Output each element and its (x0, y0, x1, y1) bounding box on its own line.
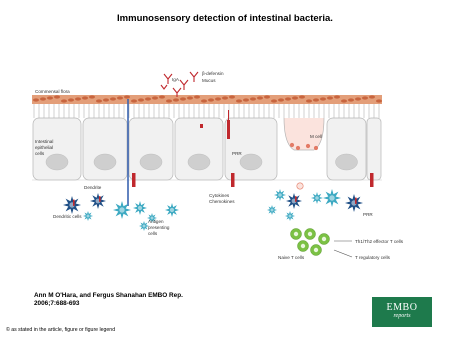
bacterium (341, 99, 347, 102)
bacterium (264, 95, 270, 98)
epithelial-cell (129, 118, 173, 180)
receptor-bar (355, 198, 357, 204)
antigen-presenting-cell (165, 203, 179, 217)
cell-nucleus (315, 196, 319, 200)
prr-receptor (227, 120, 230, 139)
prr-right-label: PRR (363, 212, 373, 217)
citation (34, 292, 183, 308)
bacterium (145, 97, 151, 100)
bacterium (292, 96, 298, 99)
bacterium (75, 97, 81, 100)
epithelial-label-1: Intestinal (35, 139, 54, 144)
bacterium (376, 99, 382, 102)
dendritic-cell (83, 211, 93, 221)
epithelial-cell (367, 118, 381, 180)
bacterium (96, 99, 102, 102)
embo-reports-logo (372, 297, 432, 327)
cell-nucleus (119, 207, 124, 212)
cell-nucleus (138, 206, 142, 210)
t-cell-nucleus (294, 232, 298, 236)
bacterium (166, 99, 172, 102)
dendritic-cell (274, 189, 286, 201)
bacterium (320, 97, 326, 100)
mucus-label: Mucus (202, 78, 216, 83)
nucleus (46, 154, 68, 170)
cell-nucleus (271, 209, 274, 212)
bacterium (103, 98, 109, 101)
t-cell-nucleus (314, 248, 318, 252)
bacterium (82, 96, 88, 99)
dendritic-cell (113, 201, 131, 219)
epithelial-cell (175, 118, 223, 180)
bacterium (355, 97, 361, 100)
bacterium (348, 98, 354, 101)
dendritic-cell (63, 196, 81, 214)
dendritic-cell (285, 211, 295, 221)
bacterium (138, 98, 144, 101)
bacterium (124, 95, 130, 98)
commensal-flora-label: Commensal flora (35, 89, 70, 94)
bacterium (54, 95, 60, 98)
cytokines-label: Cytokines (209, 193, 230, 198)
cell-nucleus (289, 215, 292, 218)
nucleus (336, 154, 358, 170)
receptor-bar (132, 173, 136, 187)
bacterium (187, 96, 193, 99)
prr-label: PRR (232, 151, 242, 156)
bacterium (208, 98, 214, 101)
t-cell-arrows (334, 241, 352, 257)
dendritic-cells-right (267, 189, 363, 221)
receptor-bar (73, 200, 75, 206)
bacterium (89, 95, 95, 98)
iga-antibodies (161, 72, 198, 97)
bacterium (362, 96, 368, 99)
dendritic-cells-label: Dendritic cells (53, 214, 82, 219)
m-cell-label: M cell (310, 134, 322, 139)
bacterium (173, 98, 179, 101)
epithelial-cell-row (32, 118, 382, 180)
t-cell-nucleus (301, 244, 305, 248)
bacterium (61, 99, 67, 102)
beta-defensin-label: β-defensin (202, 71, 224, 76)
apc-label-1: Antigen (148, 219, 164, 224)
receptor-bar (231, 173, 235, 187)
logo-main-text: EMBO (386, 302, 418, 313)
cell-nucleus (143, 225, 146, 228)
bacterium (334, 95, 340, 98)
bacterium (236, 99, 242, 102)
t-regulatory-label: T regulatory cells (355, 255, 390, 260)
bacterium (369, 95, 375, 98)
citation-line-2: 2006;7:688-693 (34, 300, 80, 307)
figure-title: Immunosensory detection of intestinal bacteria. (117, 13, 333, 24)
th-effector-label: Th1/Th2 effector T cells (355, 239, 404, 244)
bacterium (68, 98, 74, 101)
logo-sub-text: reports (393, 313, 411, 319)
nucleus (188, 154, 210, 170)
antigen-presenting-cell (133, 201, 147, 215)
chemokines-label: Chemokines (209, 199, 235, 204)
cell-nucleus (329, 195, 334, 200)
copyright-notice: © as stated in the article, figure or figure legend (6, 327, 116, 333)
bacterium (159, 95, 165, 98)
apc-label-2: presenting (148, 225, 170, 230)
bacterium (271, 99, 277, 102)
bacterium (278, 98, 284, 101)
microvilli (34, 104, 379, 118)
nucleus (94, 154, 116, 170)
naive-t-cells-label: Naive T cells (278, 255, 305, 260)
bacterium (215, 97, 221, 100)
epithelial-label-2: epithelial (35, 145, 54, 150)
epithelial-cell (225, 118, 277, 180)
immunosensory-diagram (32, 58, 422, 280)
dendrite-label: Dendrite (84, 185, 102, 190)
t-cell-nucleus (322, 237, 326, 241)
bacterium (201, 99, 207, 102)
dendritic-cell (267, 205, 277, 215)
nucleus (140, 154, 162, 170)
t-cells (291, 229, 330, 256)
nucleus (240, 154, 262, 170)
t-cell-nucleus (308, 232, 312, 236)
epithelial-label-3: cells (35, 151, 45, 156)
bacterium (110, 97, 116, 100)
receptor-bar (370, 173, 374, 187)
epithelial-cell (83, 118, 127, 180)
bacterium (47, 96, 53, 99)
bacterium (299, 95, 305, 98)
bacterium (250, 97, 256, 100)
bacterium (40, 97, 46, 100)
bacterium (229, 95, 235, 98)
dendritic-cell (323, 189, 341, 207)
dendritic-cell (345, 194, 363, 212)
bacterium (194, 95, 200, 98)
bacterium (222, 96, 228, 99)
epithelial-cell (327, 118, 366, 180)
bacterium (313, 98, 319, 101)
m-cell (284, 118, 324, 189)
bacterium (33, 98, 39, 101)
commensal-flora-layer (32, 95, 382, 104)
receptor-bar (200, 124, 203, 128)
apc-label-3: cells (148, 231, 158, 236)
dendritic-cell (311, 192, 323, 204)
bacterium (306, 99, 312, 102)
receptor-bar (295, 196, 297, 202)
iga-label: IgA (172, 77, 179, 82)
bacterium (243, 98, 249, 101)
bacterium (152, 96, 158, 99)
dendritic-cell (90, 193, 106, 209)
bacterium (285, 97, 291, 100)
cell-nucleus (278, 193, 282, 197)
citation-line-1: Ann M O'Hara, and Fergus Shanahan EMBO Rep. (34, 292, 183, 299)
bacterium (117, 96, 123, 99)
bacterium (327, 96, 333, 99)
receptor-bar (99, 196, 101, 202)
cell-nucleus (87, 215, 90, 218)
bacterium (131, 99, 137, 102)
cell-nucleus (170, 208, 174, 212)
bacterium (257, 96, 263, 99)
dendritic-cell (286, 193, 302, 209)
bacterium (180, 97, 186, 100)
